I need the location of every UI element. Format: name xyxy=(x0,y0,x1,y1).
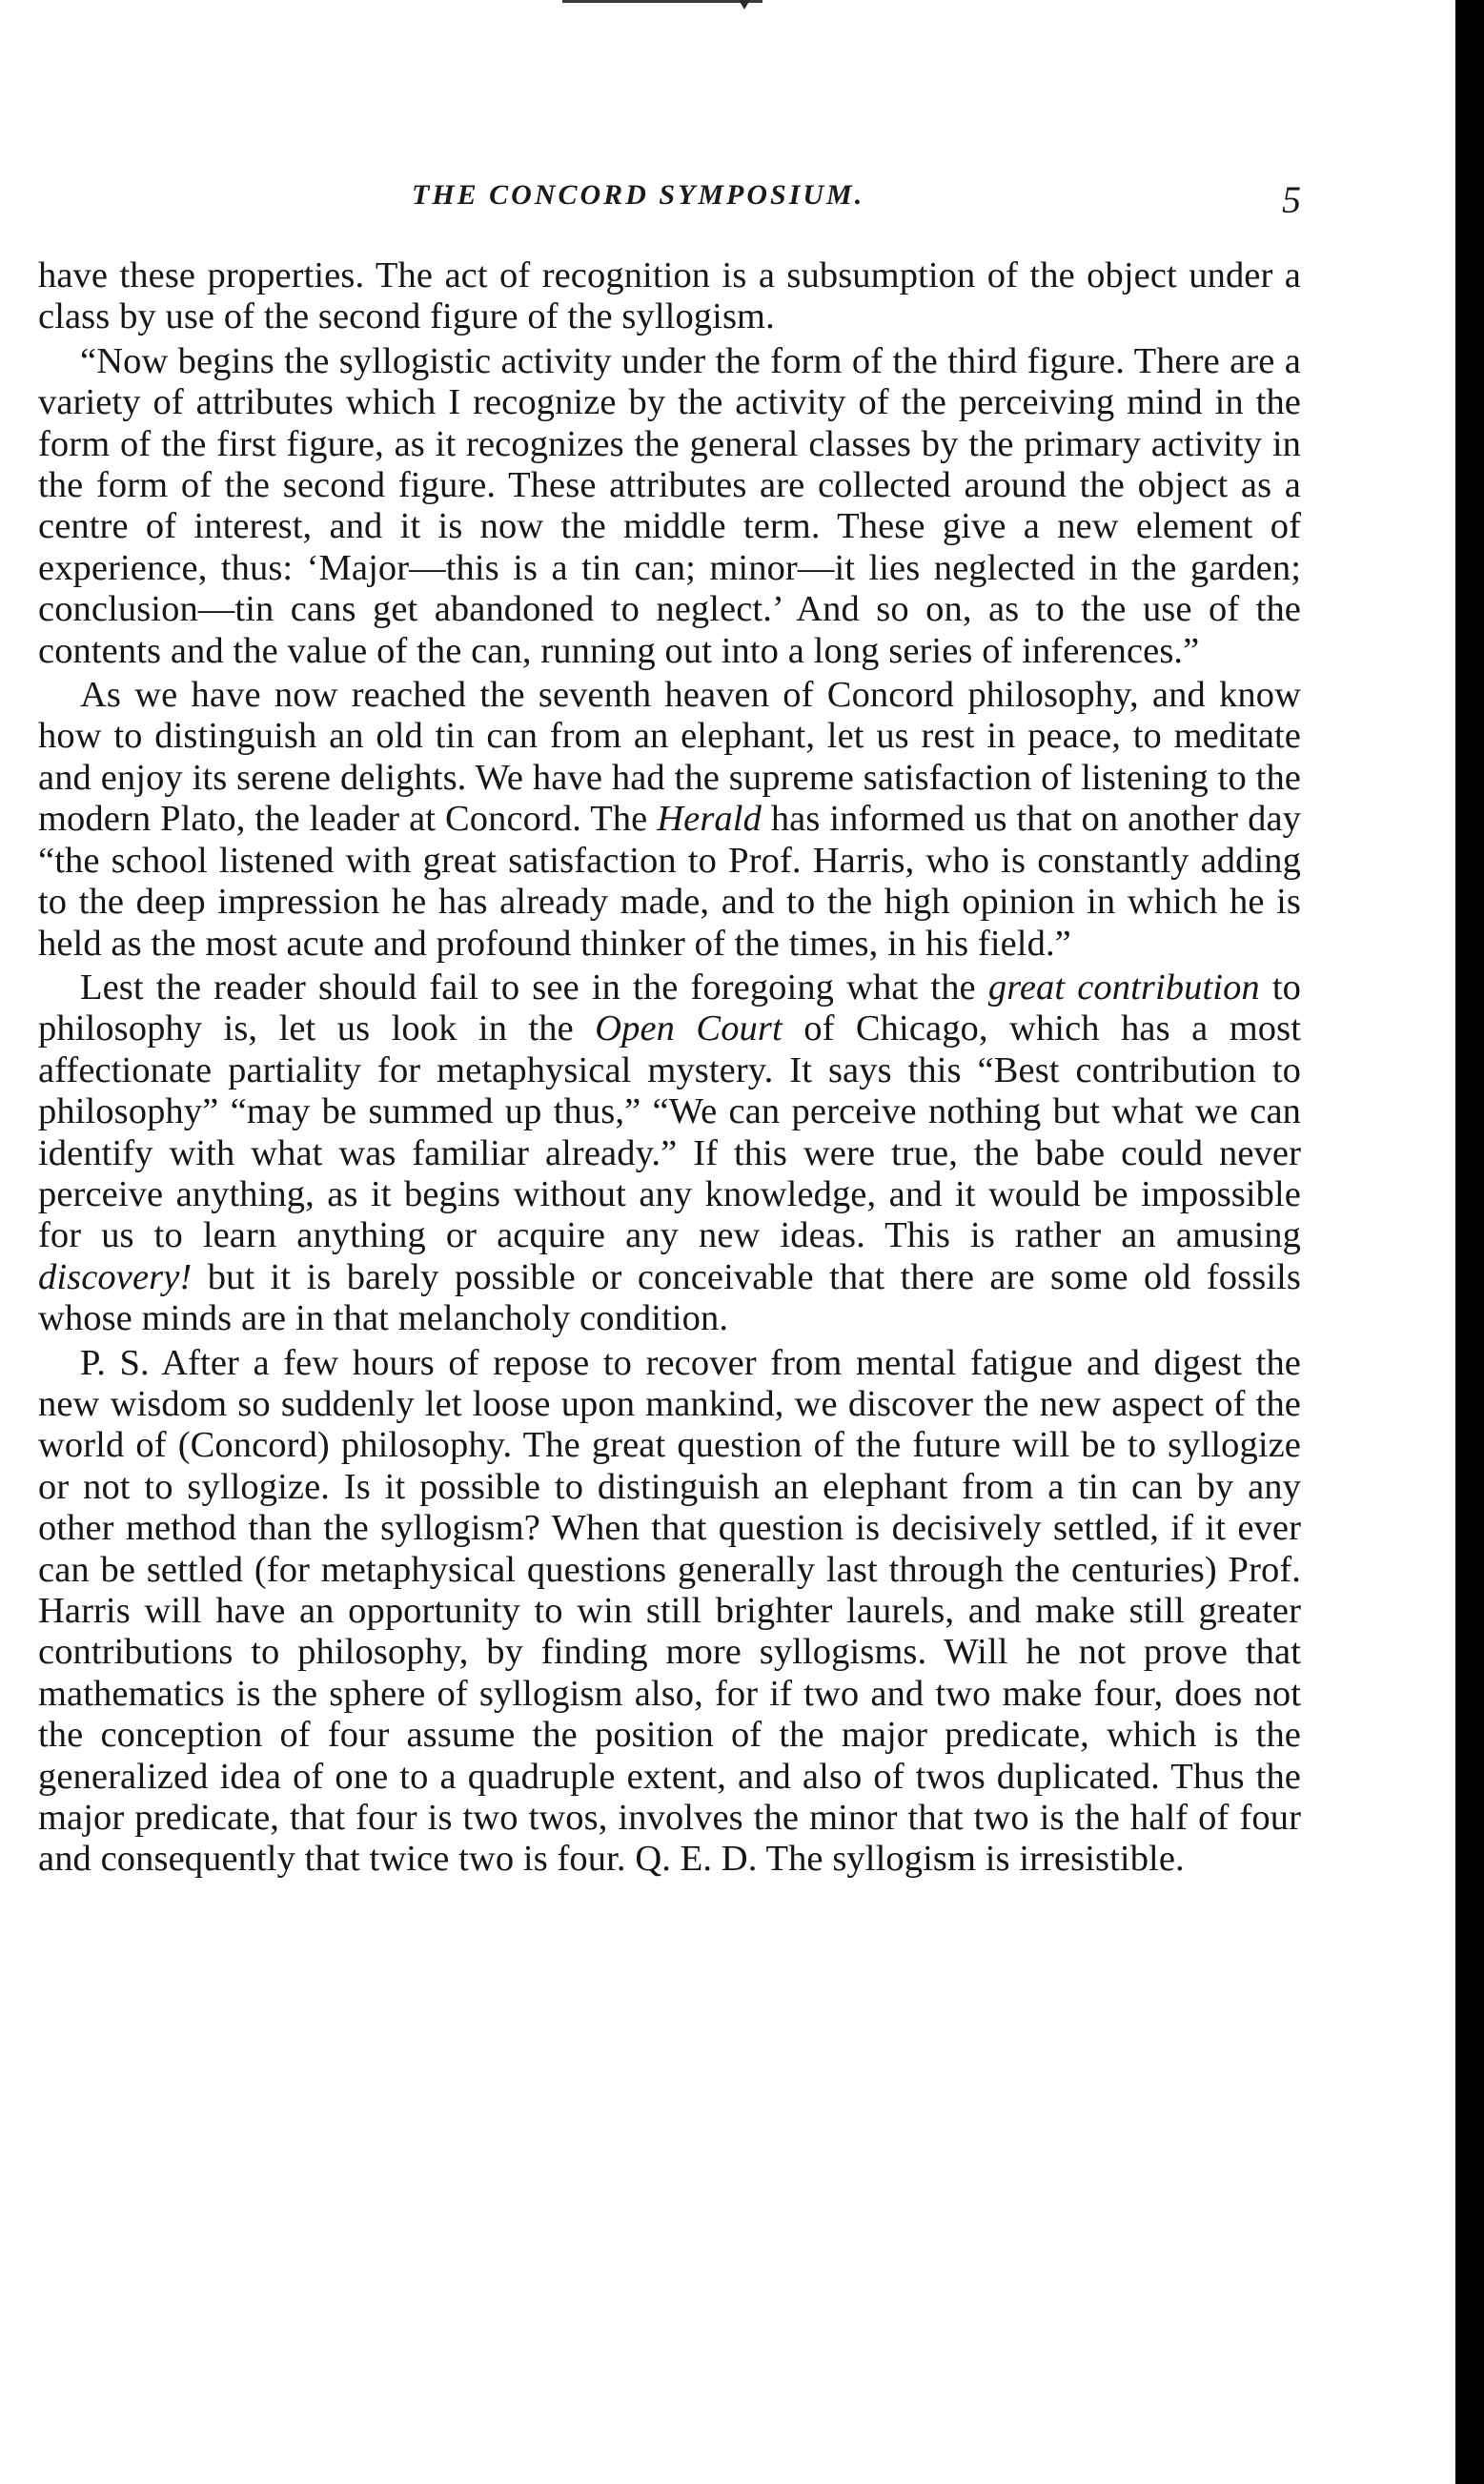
paragraph-1-text: have these properties. The act of recognition is a subsumption of the object under a class by use of the second figure of the syllogism. xyxy=(38,255,1301,337)
running-head xyxy=(0,179,1484,225)
paragraph-4-text-a: Lest the reader should fail to see in the foregoing what the xyxy=(80,967,988,1008)
paragraph-4-text-d: but it is barely possible or conceivable that there are some old fossils whose minds are in that melancholy condition. xyxy=(38,1256,1301,1339)
paragraph-3-text-a: As we have now reached the seventh heaven of Concord philosophy, and know how to distinguish an old tin can from an elephant, let us rest in peace, to meditate and enjoy its serene delights. We have had the supreme satisfaction of listening to the modern Plato, the leader at Concord. The xyxy=(38,675,1301,840)
page-edge xyxy=(1455,0,1484,2484)
page-number: 5 xyxy=(1282,178,1301,221)
paragraph-4-text-c: of Chicago, which has a most affectionate partiality for metaphysical mystery. It says this “Best contribution to philosophy” “may be summed up thus,” “We can perceive nothing but what we can identify with what was familiar already.” If this were true, the babe could never perceive anything, as it begins without any knowledge, and it would be impossible for us to learn anything or acquire any new ideas. This is rather an amusing xyxy=(38,1008,1301,1256)
paragraph-3 xyxy=(38,675,1301,965)
paragraph-3-text-b: has informed us that on another day “the school listened with great satisfaction to Prof. Harris, who is constantly adding to the deep impression he has already made, and to the high opinion in which he is held as the most acute and profound thinker of the times, in his field.” xyxy=(38,799,1301,964)
paragraph-5 xyxy=(38,1343,1301,1881)
running-title: THE CONCORD SYMPOSIUM. xyxy=(412,179,865,211)
top-rule xyxy=(562,0,762,3)
paragraph-4 xyxy=(38,967,1301,1340)
paragraph-2-text: “Now begins the syllogistic activity under the form of the third figure. There are a variety of attributes which I recognize by the activity of the perceiving mind in the form of the first figure, as it recognizes the general classes by the primary activity in the form of the second figure. These attributes are collected around the object as a centre of interest, and it is now the middle term. These give a new element of experience, thus: ‘Major—this is a tin can; minor—it lies neglected in the garden; conclusion—tin cans get abandoned to neglect.’ And so on, as to the use of the contents and the value of the can, running out into a long series of inferences.” xyxy=(38,340,1301,671)
paragraph-5-text: P. S. After a few hours of repose to recover from mental fatigue and digest the new wisdom so suddenly let loose upon mankind, we discover the new aspect of the world of (Concord) philosophy. The great question of the future will be to syllogize or not to syllogize. Is it possible to distinguish an elephant from a tin can by any other method than the syllogism? When that question is decisively settled, if it ever can be settled (for metaphysical questions generally last through the centuries) Prof. Harris will have an opportunity to win still brighter laurels, and make still greater contributions to philosophy, by finding more syllogisms. Will he not prove that mathematics is the sphere of syllogism also, for if two and two make four, does not the conception of four assume the position of the major predicate, which is the generalized idea of one to a quadruple extent, and also of twos duplicated. Thus the major predicate, that four is two twos, involves the minor that two is the half of four and consequently that twice two is four. Q. E. D. The syllogism is irresistible. xyxy=(38,1342,1301,1880)
body-text xyxy=(38,255,1301,1883)
paragraph-1 xyxy=(38,255,1301,338)
herald-title: Herald xyxy=(657,799,762,840)
top-rule-mark xyxy=(739,0,750,10)
paragraph-2 xyxy=(38,341,1301,672)
open-court-title: Open Court xyxy=(595,1008,783,1049)
discovery-word: discovery! xyxy=(38,1256,193,1297)
great-contribution-phrase: great contribution xyxy=(987,967,1260,1008)
paragraph-4-text-b: to philosophy is, let us look in the xyxy=(38,967,1301,1049)
